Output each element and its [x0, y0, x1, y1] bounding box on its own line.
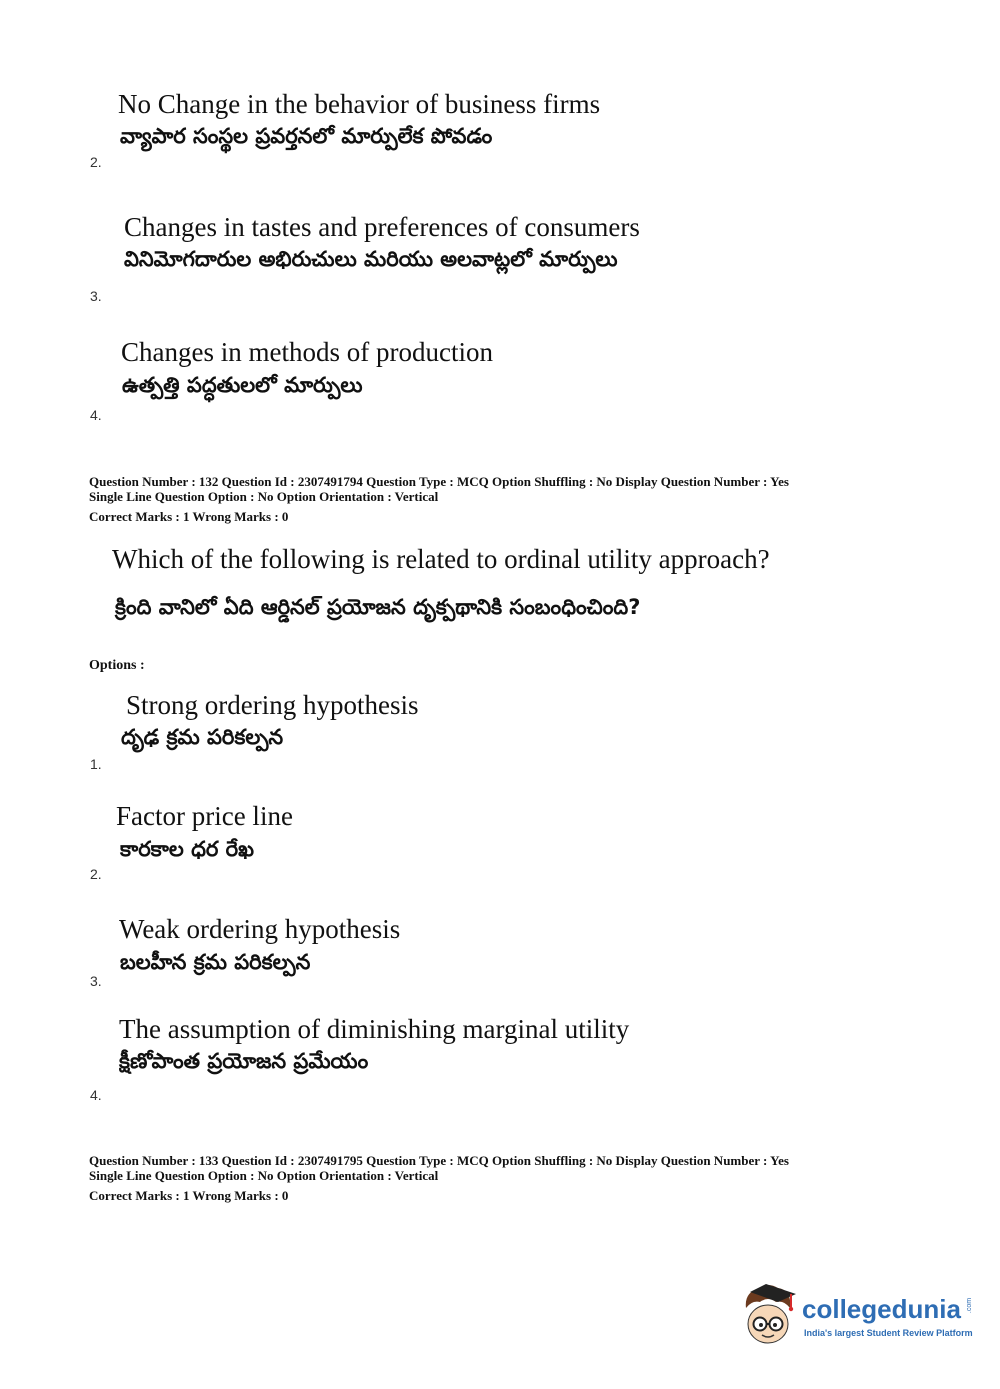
q132-option-1-english: Strong ordering hypothesis [126, 690, 419, 720]
q132-option-1-number: 1. [90, 756, 102, 772]
logo-suffix: .com [966, 1297, 974, 1314]
q132-option-2-telugu: కారకాల ధర రేఖ [120, 837, 254, 861]
prev-option-3-number: 3. [90, 288, 102, 304]
logo-name: collegedunia [802, 1294, 961, 1324]
collegedunia-logo [738, 1280, 978, 1350]
q132-meta-line1: Question Number : 132 Question Id : 2307491794 Question Type : MCQ Option Shuffling : No Display Question Number : Yes [89, 474, 789, 489]
q132-option-3-english: Weak ordering hypothesis [119, 914, 401, 944]
q132-text-english: Which of the following is related to ordinal utility approach? [112, 544, 770, 574]
q132-option-2-number: 2. [90, 866, 102, 882]
q132-option-4-number: 4. [90, 1087, 102, 1103]
prev-option-2-telugu: వ్యాపార సంస్థల ప్రవర్తనలో మార్పులేక పోవడం [120, 124, 493, 148]
prev-option-4-number: 4. [90, 407, 102, 423]
q132-option-1-telugu: దృఢ క్రమ పరికల్పన [121, 725, 284, 749]
mascot-icon [738, 1280, 800, 1350]
prev-option-3-english: Changes in tastes and preferences of consumers [124, 212, 640, 242]
prev-option-4-english: Changes in methods of production [121, 337, 493, 367]
q133-meta-line1: Question Number : 133 Question Id : 2307491795 Question Type : MCQ Option Shuffling : No Display Question Number : Yes [89, 1153, 789, 1168]
logo-tagline: India's largest Student Review Platform [804, 1328, 973, 1338]
q133-meta-line2: Single Line Question Option : No Option Orientation : Vertical [89, 1168, 439, 1183]
q132-option-4-english: The assumption of diminishing marginal utility [119, 1014, 630, 1044]
q133-meta [89, 1153, 789, 1203]
q132-meta [89, 474, 789, 524]
prev-option-2-number: 2. [90, 154, 102, 170]
q132-option-2-english: Factor price line [116, 801, 293, 831]
prev-option-2-english: No Change in the behavior of business firms [118, 89, 601, 119]
q132-option-3-telugu: బలహీన క్రమ పరికల్పన [120, 950, 311, 974]
prev-option-4-telugu: ఉత్పత్తి పద్ధతులలో మార్పులు [122, 373, 363, 397]
q132-text-telugu: క్రింది వానిలో ఏది ఆర్డినల్ ప్రయోజన దృక్పథానికి సంబంధించింది? [115, 595, 641, 619]
q132-option-4-telugu: క్షీణోపాంత ప్రయోజన ప్రమేయం [119, 1049, 369, 1073]
q133-meta-line3: Correct Marks : 1 Wrong Marks : 0 [89, 1188, 289, 1203]
q132-meta-line3: Correct Marks : 1 Wrong Marks : 0 [89, 509, 289, 524]
q132-option-3-number: 3. [90, 973, 102, 989]
q132-options-label: Options : [89, 658, 145, 673]
prev-option-3-telugu: వినిమోగదారుల అభిరుచులు మరియు అలవాట్లలో మార్పులు [124, 247, 618, 271]
q132-meta-line2: Single Line Question Option : No Option Orientation : Vertical [89, 489, 439, 504]
